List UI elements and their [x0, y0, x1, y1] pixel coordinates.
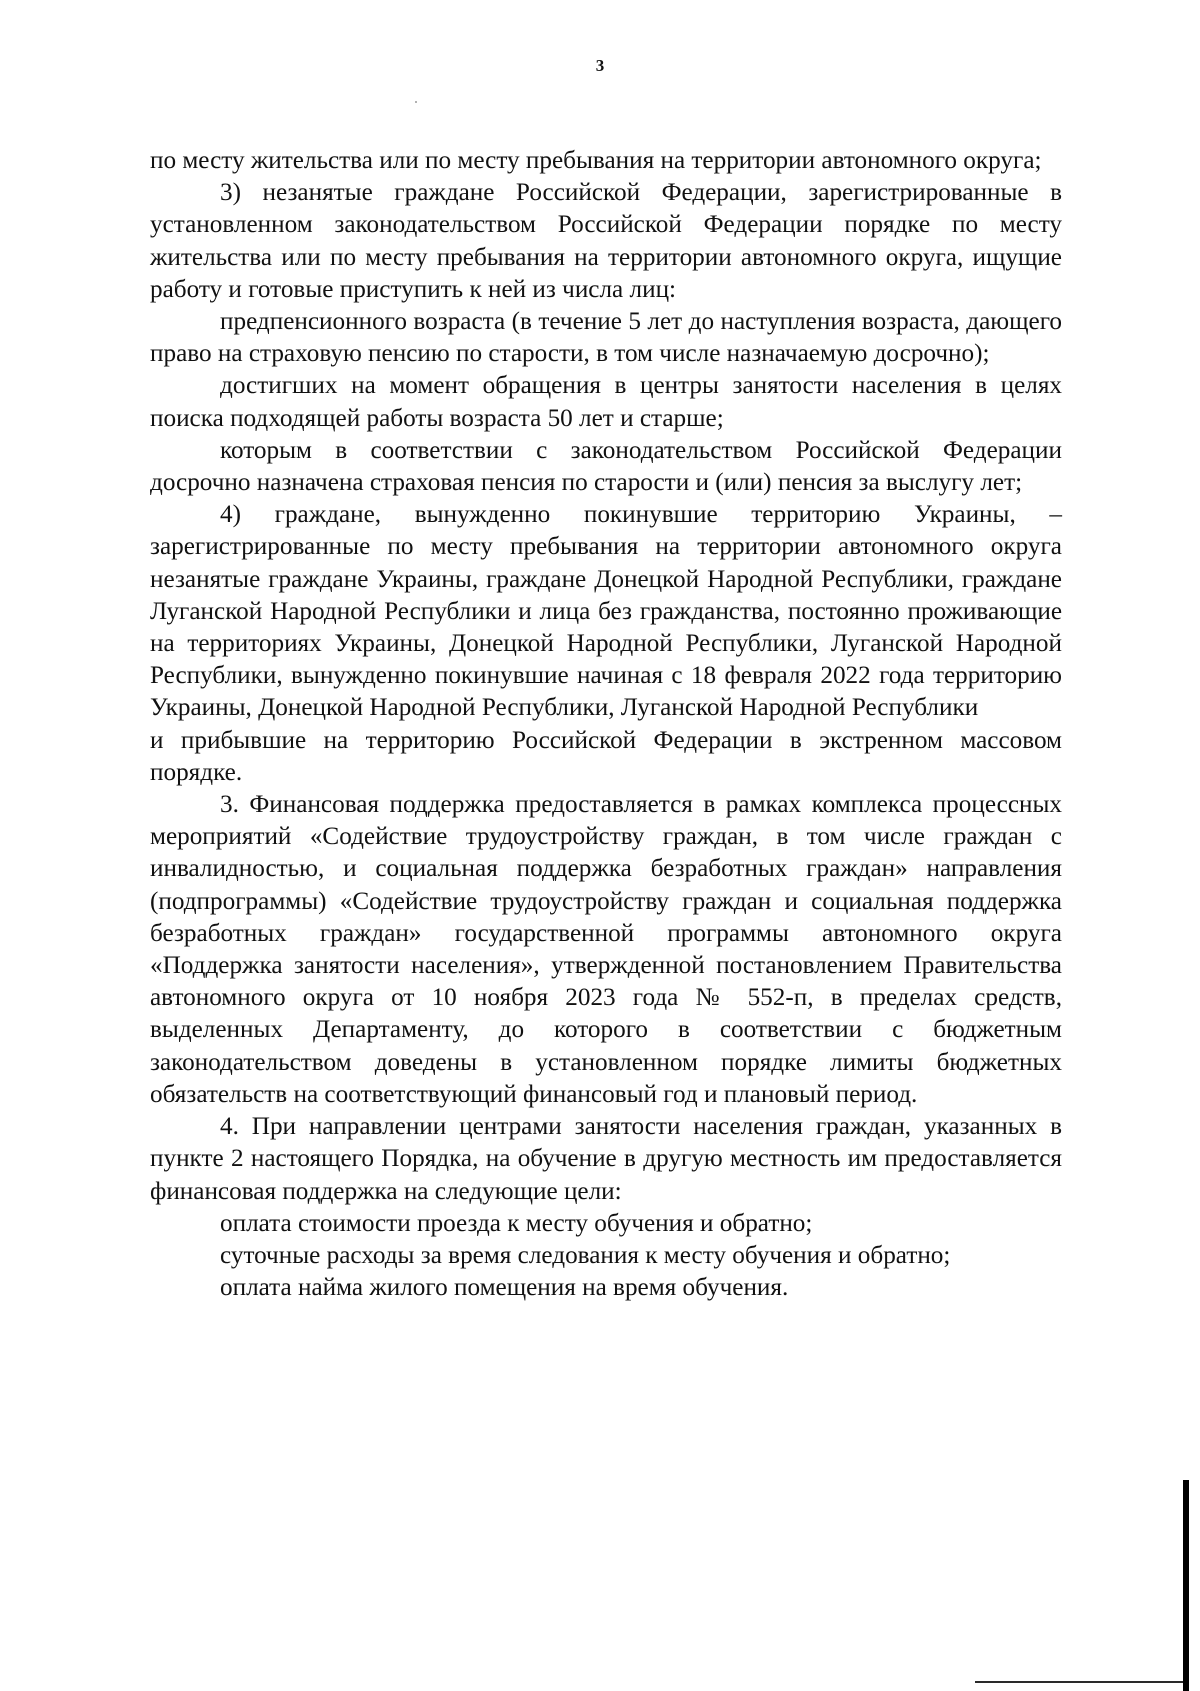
paragraph-age-50: достигших на момент обращения в центры занятости населения в целях поиска подходящей работы возраста 50 лет и старше; — [150, 372, 1062, 432]
paragraph-item-3: 3) незанятые граждане Российской Федерации, зарегистрированные в установленном законодательством Российской Федерации порядке по месту жительства или по месту пребывания на территории автономного округа, ищущие работу и готовые приступить к ней из числа лиц: — [150, 179, 1062, 303]
list-item-daily-expenses: суточные расходы за время следования к месту обучения и обратно; — [220, 1241, 951, 1269]
list-item-travel-cost: оплата стоимости проезда к месту обучения и обратно; — [220, 1209, 813, 1237]
paragraph-continuation: по месту жительства или по месту пребывания на территории автономного округа; — [150, 147, 1042, 174]
page-number: 3 — [595, 56, 605, 75]
paragraph-item-4-continued: и прибывшие на территорию Российской Федерации в экстренном массовом порядке. — [150, 726, 1062, 786]
scan-speck — [415, 101, 417, 103]
list-item-housing-rent: оплата найма жилого помещения на время обучения. — [220, 1274, 789, 1302]
paragraph-item-4: 4) граждане, вынужденно покинувшие территорию Украины, – зарегистрированные по месту пребывания на территории автономного округа незанятые граждане Украины, граждане Донецкой Народной Республики, граждане Луганской Народной Республики и лица без гражданства, постоянно проживающие на территориях Украины, Донецкой Народной Республики, Луганской Народной Республики, вынужденно покинувшие начиная с 18 февраля 2022 года территорию Украины, Донецкой Народной Республики, Луганской Народной Республики — [150, 501, 1062, 722]
paragraph-section-4: 4. При направлении центрами занятости населения граждан, указанных в пункте 2 настоящего Порядка, на обучение в другую местность им предоставляется финансовая поддержка на следующие цели: — [150, 1113, 1062, 1205]
scan-edge-bar — [1183, 1480, 1189, 1691]
paragraph-preretirement: предпенсионного возраста (в течение 5 лет до наступления возраста, дающего право на страховую пенсию по старости, в том числе назначаемую досрочно); — [150, 308, 1062, 368]
paragraph-section-3: 3. Финансовая поддержка предоставляется в рамках комплекса процессных мероприятий «Содействие трудоустройству граждан, в том числе граждан с инвалидностью, и социальная поддержка безработных граждан» направления (подпрограммы) «Содействие трудоустройству граждан и социальная поддержка безработных граждан» государственной программы автономного округа «Поддержка занятости населения», утвержденной постановлением Правительства автономного округа от 10 ноября 2023 года № 552-п, в пределах средств, выделенных Департаменту, до которого в соответствии с бюджетным законодательством доведены в установленном порядке лимиты бюджетных обязательств на соответствующий финансовый год и плановый период. — [150, 791, 1062, 1108]
document-body — [150, 145, 1062, 1304]
paragraph-early-pension: которым в соответствии с законодательством Российской Федерации досрочно назначена страховая пенсия по старости и (или) пенсия за выслугу лет; — [150, 436, 1062, 497]
scan-edge-line — [975, 1681, 1183, 1683]
